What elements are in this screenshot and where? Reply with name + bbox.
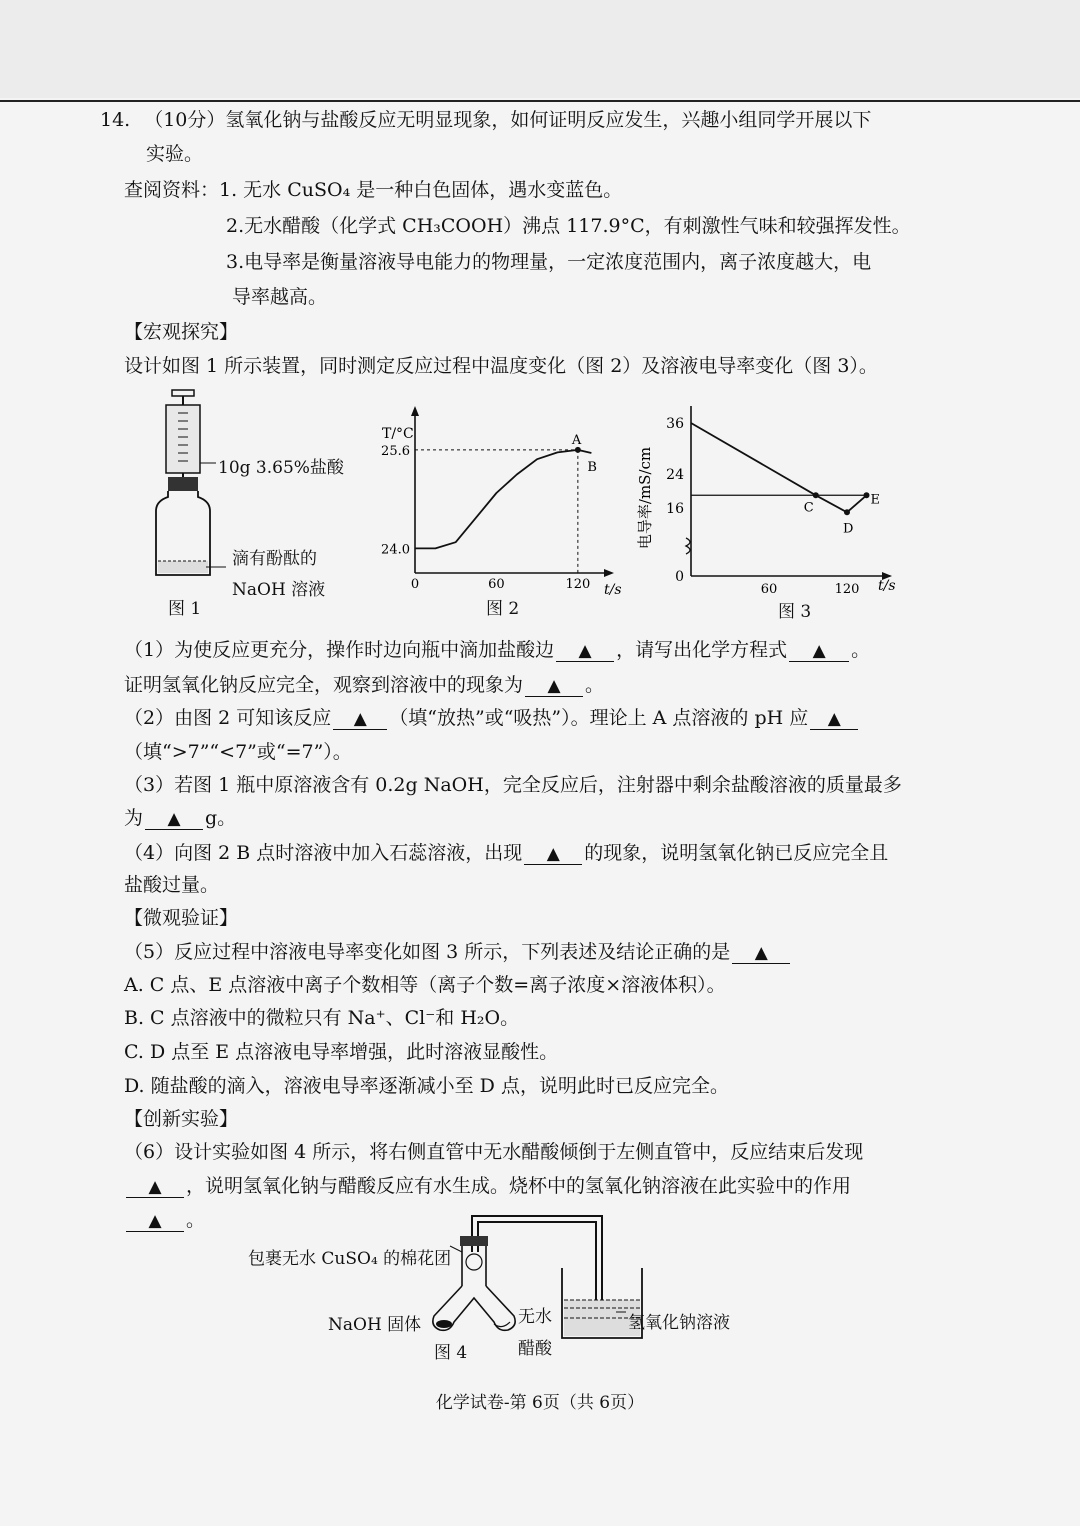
- q5-option-d: D. 随盐酸的滴入，溶液电导率逐渐减小至 D 点，说明此时已反应完全。: [124, 1075, 729, 1097]
- fig3-x-tick: 60: [760, 582, 778, 597]
- fig2-x-tick: 60: [488, 577, 505, 592]
- fig4-naoh-label: NaOH 固体: [328, 1315, 422, 1335]
- fig2-y-tick: 25.6: [381, 443, 410, 459]
- q6-line-1: （6）设计实验如图 4 所示，将右侧直管中无水醋酸倾倒于左侧直管中，反应结束后发现: [124, 1141, 864, 1163]
- q3-line-2: 为 ▲ g。: [124, 807, 237, 829]
- fig2-label-b: B: [587, 460, 597, 475]
- fig4-acid-label-2: 醋酸: [518, 1339, 552, 1359]
- fig2-y-arrow: [411, 406, 419, 416]
- figure-3-conductivity-chart: [636, 398, 906, 598]
- question-intro: 14. （10分）氢氧化钠与盐酸反应无明显现象，如何证明反应发生，兴趣小组同学开展以下: [100, 109, 872, 131]
- q3-line-1: （3）若图 1 瓶中原溶液含有 0.2g NaOH，完全反应后，注射器中剩余盐酸溶液的质量最多: [124, 774, 902, 796]
- fig4-beaker-label: 氢氧化钠溶液: [628, 1313, 730, 1333]
- fig3-point-d: [844, 509, 850, 515]
- heading-micro: 【微观验证】: [124, 907, 239, 929]
- heading-innovation: 【创新实验】: [124, 1108, 239, 1130]
- q5-option-c: C. D 点至 E 点溶液电导率增强，此时溶液显酸性。: [124, 1041, 559, 1063]
- fig3-caption: 图 3: [778, 602, 812, 622]
- fig2-x-tick: 120: [565, 577, 591, 592]
- references-line-3: 3.电导率是衡量溶液导电能力的物理量，一定浓度范围内，离子浓度越大，电: [226, 251, 872, 273]
- q4-line-1: （4）向图 2 B 点时溶液中加入石蕊溶液，出现 ▲ 的现象，说明氢氧化钠已反应完全且: [124, 842, 889, 864]
- heading-macro: 【宏观探究】: [124, 321, 239, 343]
- fig3-y-tick: 0: [675, 569, 684, 585]
- fig2-label-a: A: [571, 432, 582, 448]
- references-line-4: 导率越高。: [232, 286, 328, 308]
- q4-line-2: 盐酸过量。: [124, 874, 220, 896]
- question-intro-cont: 实验。: [146, 143, 204, 165]
- answer-blank[interactable]: ▲: [524, 843, 582, 865]
- q5-option-b: B. C 点溶液中的微粒只有 Na⁺、Cl⁻和 H₂O。: [124, 1007, 520, 1029]
- fig2-x-tick: 0: [410, 577, 420, 592]
- fig3-y-tick: 36: [666, 416, 684, 432]
- fig2-xlabel: t/s: [604, 582, 622, 598]
- answer-blank[interactable]: ▲: [556, 640, 614, 662]
- answer-blank[interactable]: ▲: [126, 1210, 184, 1232]
- q5-option-a: A. C 点、E 点溶液中离子个数相等（离子个数=离子浓度×溶液体积）。: [124, 974, 726, 996]
- q1-line-2: 证明氢氧化钠反应完全，观察到溶液中的现象为 ▲ 。: [124, 674, 605, 696]
- fig1-bottle-label-2: NaOH 溶液: [232, 580, 326, 600]
- fig2-ylabel: T/°C: [382, 426, 414, 442]
- answer-blank[interactable]: ▲: [810, 708, 858, 730]
- page-footer: 化学试卷-第 6页（共 6页）: [435, 1393, 645, 1413]
- fig4-caption: 图 4: [434, 1343, 468, 1363]
- q2-line-1: （2）由图 2 可知该反应 ▲ （填“放热”或“吸热”）。理论上 A 点溶液的 pH 应 ▲: [124, 706, 860, 730]
- fig3-label-d: D: [843, 521, 854, 537]
- figure-4-apparatus: [420, 1208, 650, 1348]
- references-line-1: 查阅资料：1. 无水 CuSO₄ 是一种白色固体，遇水变蓝色。: [124, 179, 623, 201]
- fig2-series-line: [415, 450, 591, 549]
- scan-top-margin: [0, 0, 1080, 98]
- fig1-bottle-label-1: 滴有酚酞的: [232, 549, 317, 569]
- fig2-caption: 图 2: [486, 599, 520, 619]
- fig4-cotton-label: 包裹无水 CuSO₄ 的棉花团: [248, 1249, 452, 1269]
- fig3-point-c: [813, 492, 819, 498]
- q2-line-2: （填“>7”“<7”或“=7”）。: [124, 741, 352, 763]
- answer-blank[interactable]: ▲: [333, 708, 387, 730]
- fig3-point-e: [864, 492, 870, 498]
- fig2-x-arrow: [604, 569, 614, 577]
- fig1-caption: 图 1: [168, 599, 202, 619]
- answer-blank[interactable]: ▲: [525, 675, 583, 697]
- fig3-label-c: C: [803, 500, 814, 516]
- macro-text: 设计如图 1 所示装置，同时测定反应过程中温度变化（图 2）及溶液电导率变化（图 3）。: [124, 355, 878, 377]
- fig3-axis-break: [686, 538, 690, 554]
- fig4-acid-label-1: 无水: [518, 1307, 552, 1327]
- question-number: 14.: [100, 109, 131, 131]
- q1-line-1: （1）为使反应更充分，操作时边向瓶中滴加盐酸边 ▲ ，请写出化学方程式 ▲ 。: [124, 639, 871, 661]
- figure-2-temperature-chart: [370, 398, 630, 598]
- answer-blank[interactable]: ▲: [789, 640, 849, 662]
- fig3-y-tick: 16: [666, 501, 684, 517]
- top-rule: [0, 100, 1080, 102]
- references-line-2: 2.无水醋酸（化学式 CH₃COOH）沸点 117.9°C，有刺激性气味和较强挥发性。: [226, 215, 911, 237]
- fig1-syringe-label: 10g 3.65%盐酸: [218, 458, 344, 478]
- fig3-series-line: [691, 423, 867, 512]
- answer-blank[interactable]: ▲: [126, 1176, 184, 1198]
- fig3-x-tick: 120: [834, 582, 860, 597]
- fig3-y-tick: 24: [666, 467, 684, 483]
- answer-blank[interactable]: ▲: [732, 942, 790, 964]
- answer-blank[interactable]: ▲: [145, 808, 203, 830]
- fig3-xlabel: t/s: [878, 578, 896, 594]
- fig3-ylabel: 电导率/mS/cm: [636, 446, 654, 550]
- fig2-y-tick: 24.0: [381, 542, 410, 558]
- q6-line-2: ▲ ，说明氢氧化钠与醋酸反应有水生成。烧杯中的氢氧化钠溶液在此实验中的作用: [124, 1174, 851, 1198]
- fig3-label-e: E: [870, 492, 880, 508]
- q6-line-3: ▲ 。: [124, 1208, 205, 1232]
- q5-stem: （5）反应过程中溶液电导率变化如图 3 所示，下列表述及结论正确的是 ▲: [124, 940, 792, 964]
